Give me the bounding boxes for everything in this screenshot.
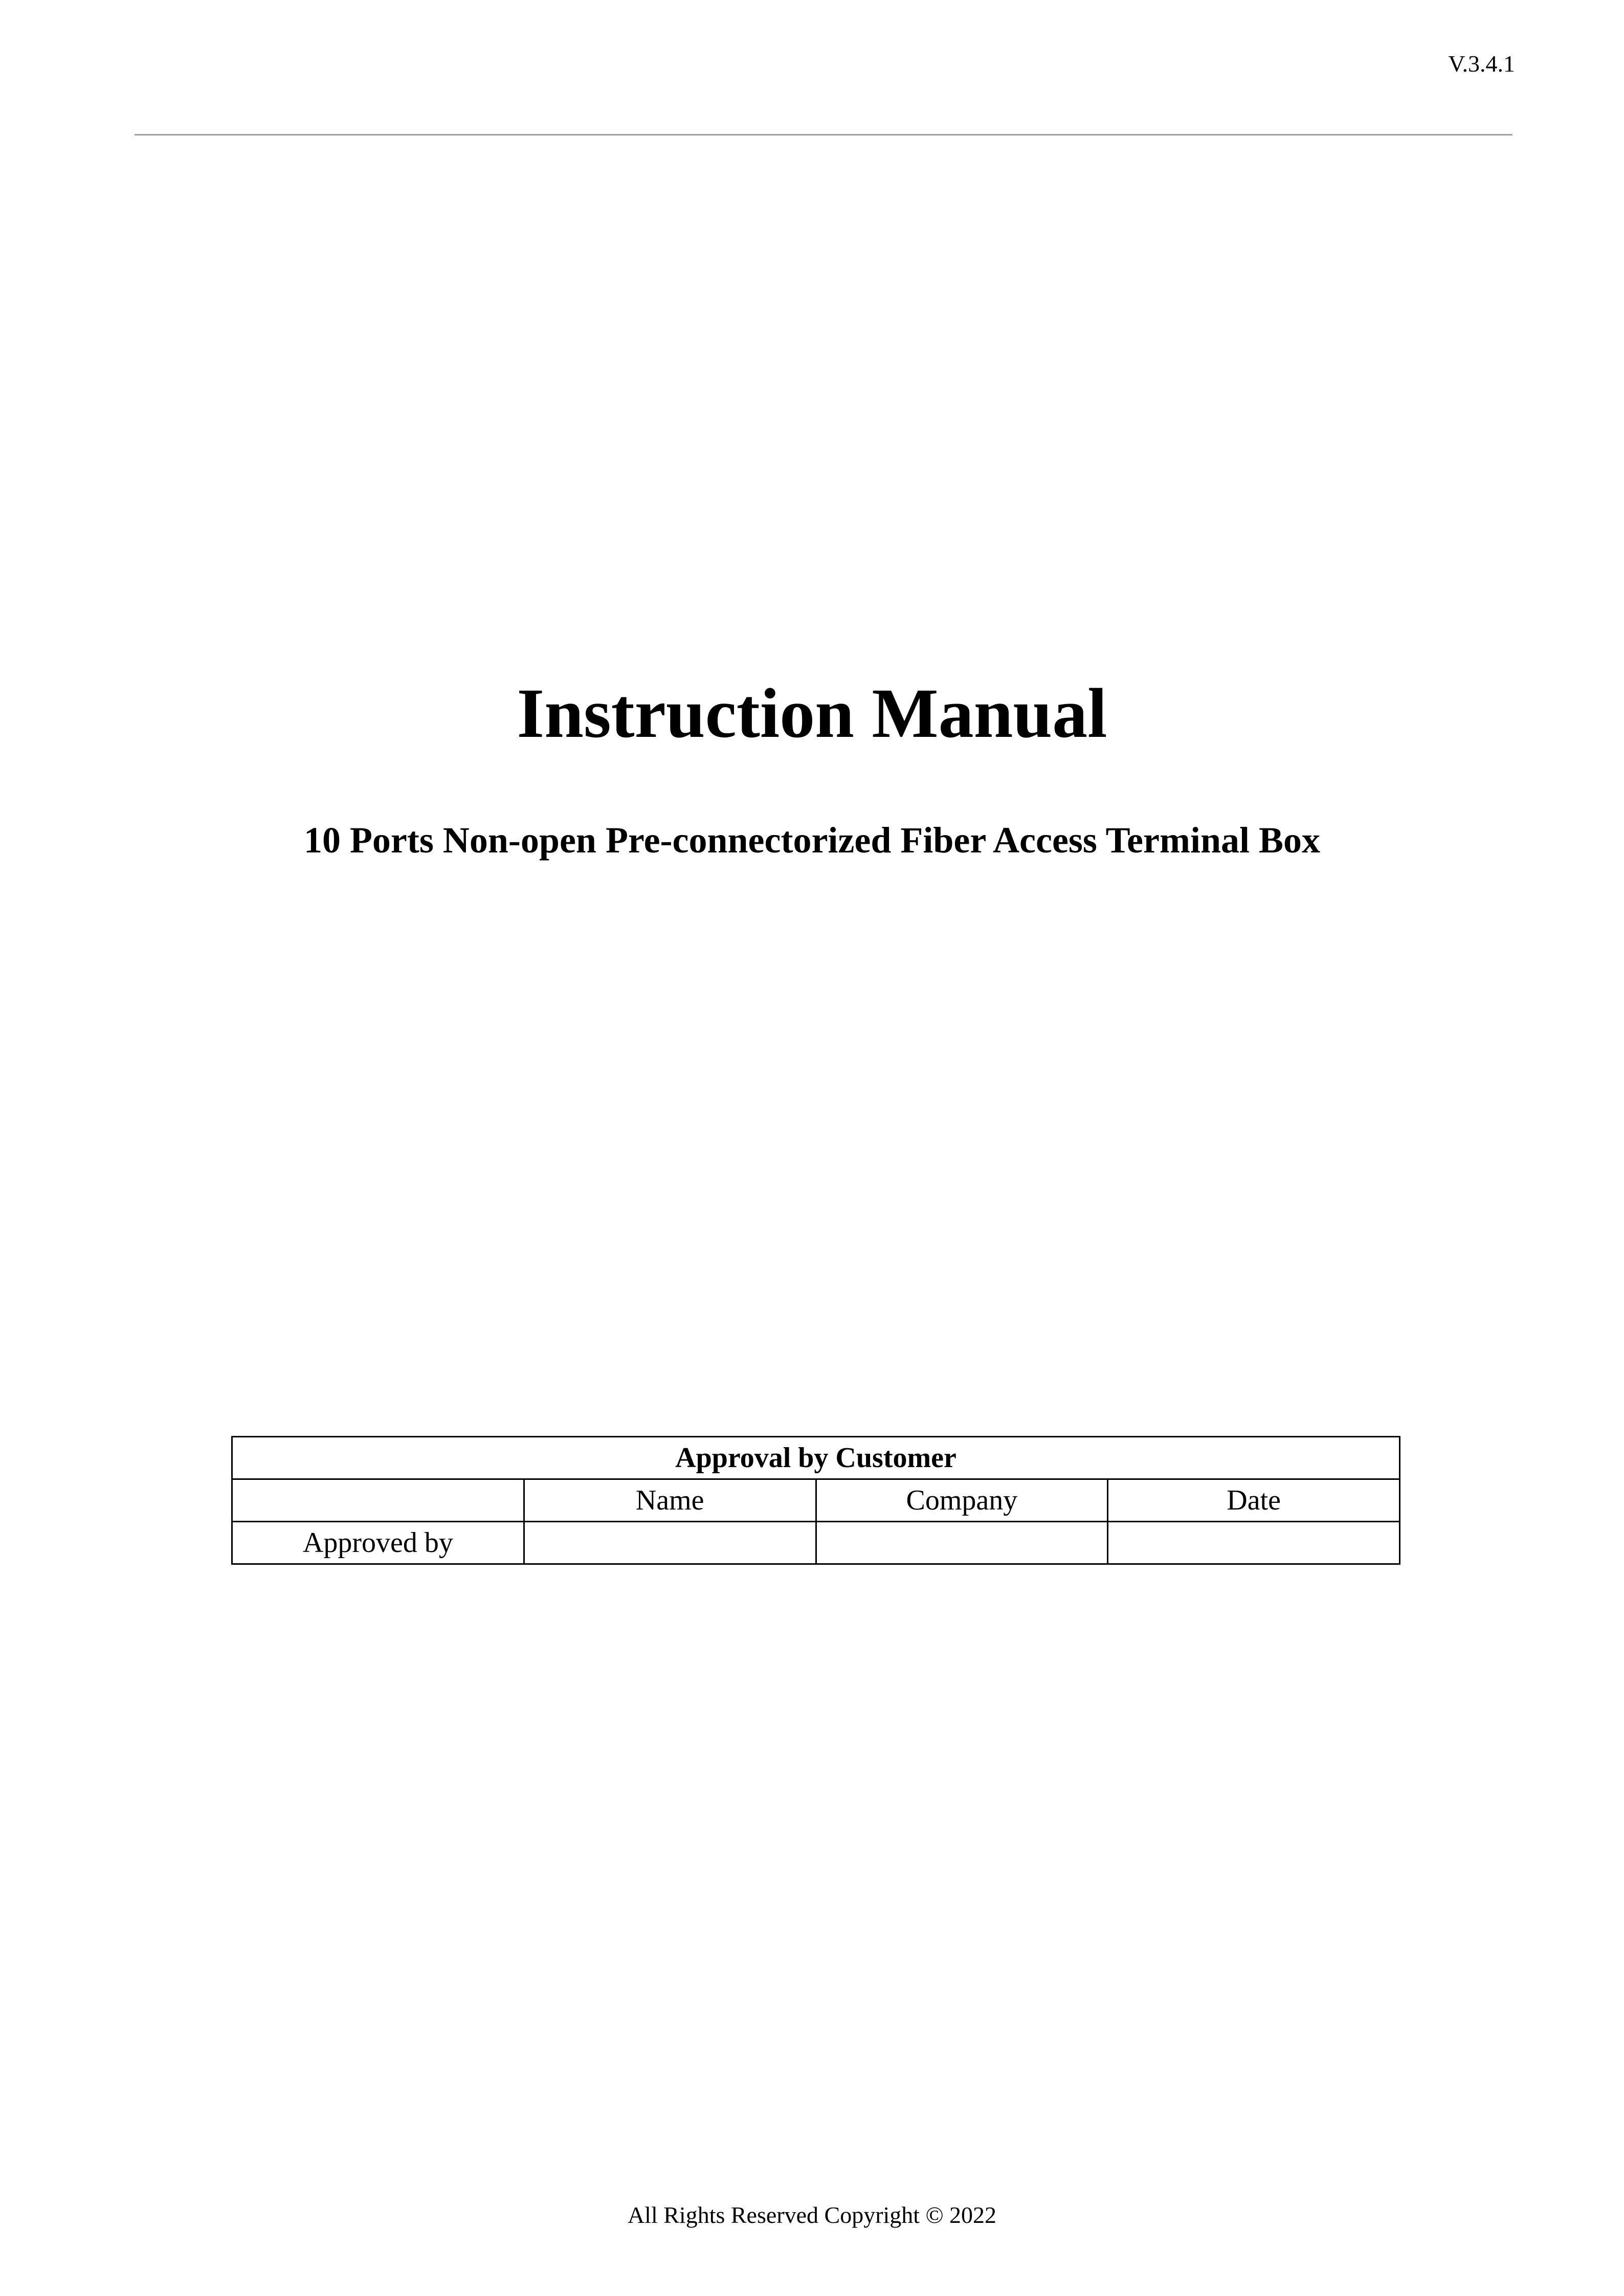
version-label: V.3.4.1 — [1448, 51, 1515, 77]
approval-header-row — [232, 1479, 1400, 1522]
approval-caption-row — [232, 1437, 1400, 1479]
document-title: Instruction Manual — [517, 674, 1107, 752]
header-cell-name: Name — [524, 1479, 816, 1522]
header-divider — [135, 134, 1512, 136]
approval-table — [231, 1436, 1400, 1565]
copyright-notice: All Rights Reserved Copyright © 2022 — [627, 2202, 997, 2228]
header-cell-date: Date — [1108, 1479, 1400, 1522]
header-cell-company: Company — [816, 1479, 1108, 1522]
approved-by-company — [816, 1522, 1108, 1564]
table-row — [232, 1522, 1400, 1564]
header-cell-empty — [232, 1479, 524, 1522]
approved-by-date — [1108, 1522, 1400, 1564]
approved-by-label: Approved by — [232, 1522, 524, 1564]
approved-by-name — [524, 1522, 816, 1564]
document-subtitle: 10 Ports Non-open Pre-connectorized Fiber Access Terminal Box — [303, 820, 1321, 861]
approval-caption: Approval by Customer — [232, 1437, 1400, 1479]
